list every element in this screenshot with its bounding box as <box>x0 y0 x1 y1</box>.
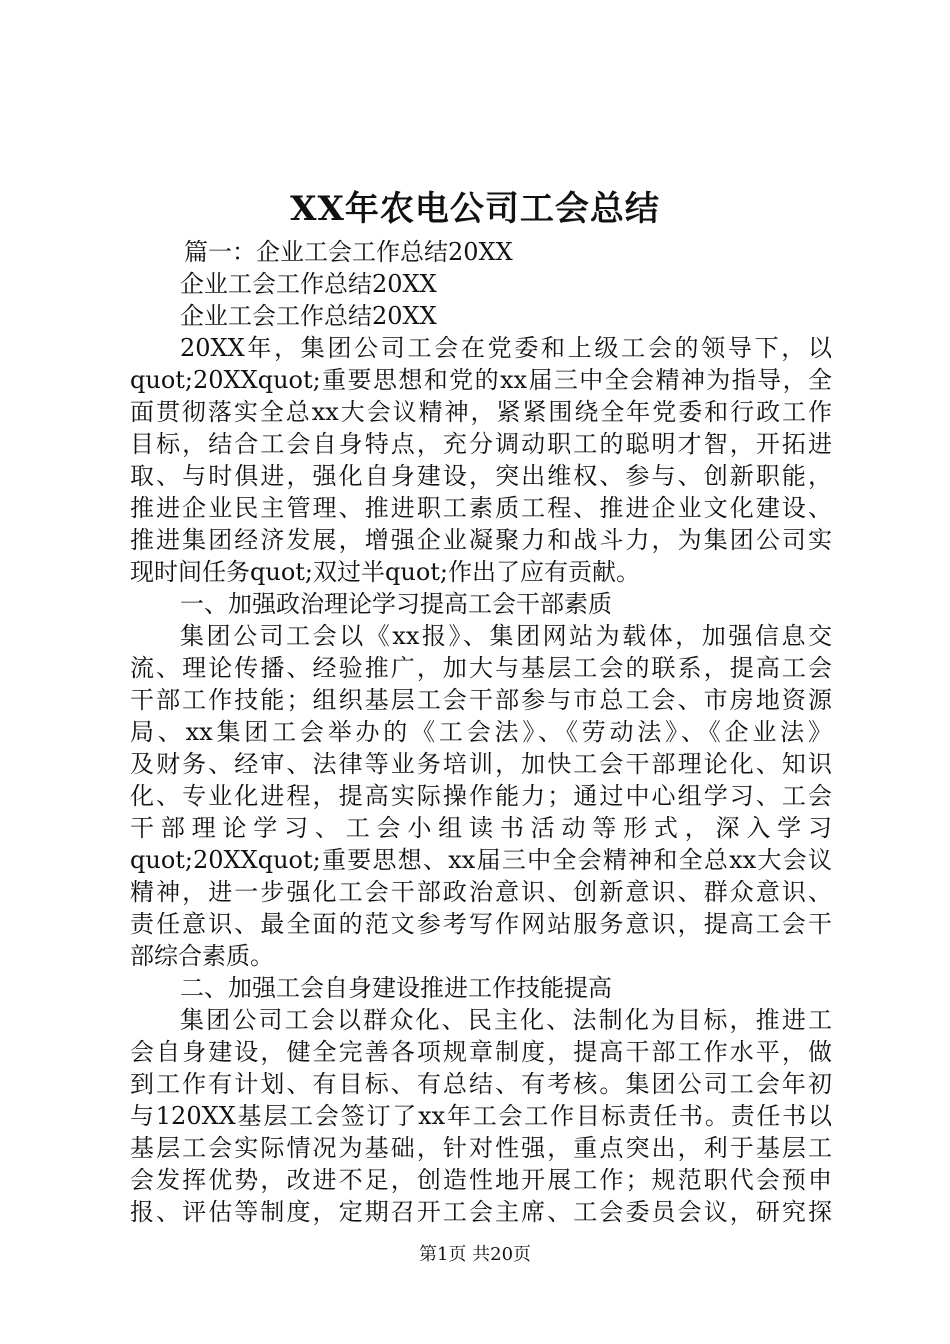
text-line: 基层工会实际情况为基础，针对性强，重点突出，利于基层工 <box>130 1134 832 1162</box>
text-line: 及财务、经审、法律等业务培训，加快工会干部理论化、知识 <box>130 750 832 778</box>
section-heading: 一、加强政治理论学习提高工会干部素质 <box>180 590 612 618</box>
section-heading: 二、加强工会自身建设推进工作技能提高 <box>180 974 612 1002</box>
text-line: 会自身建设，健全完善各项规章制度，提高干部工作水平，做 <box>130 1038 832 1066</box>
text-line: 精神，进一步强化工会干部政治意识、创新意识、群众意识、 <box>130 878 832 906</box>
text-line: 取、与时俱进，强化自身建设，突出维权、参与、创新职能， <box>130 462 832 490</box>
document-title: XX年农电公司工会总结 <box>290 189 660 229</box>
text-line: 推进企业民主管理、推进职工素质工程、推进企业文化建设、 <box>130 494 832 522</box>
text-line: 到工作有计划、有目标、有总结、有考核。集团公司工会年初 <box>130 1070 832 1098</box>
text-line: 推进集团经济发展，增强企业凝聚力和战斗力，为集团公司实 <box>130 526 832 554</box>
text-line: 20XX年，集团公司工会在党委和上级工会的领导下，以 <box>180 334 832 362</box>
text-line: 企业工会工作总结20XX <box>180 270 437 298</box>
text-line: 会发挥优势，改进不足，创造性地开展工作；规范职代会预申 <box>130 1166 832 1194</box>
text-line: 集团公司工会以《xx报》、集团网站为载体，加强信息交 <box>180 622 832 650</box>
text-line: 化、专业化进程，提高实际操作能力；通过中心组学习、工会 <box>130 782 832 810</box>
text-line: 篇一：企业工会工作总结20XX <box>184 238 513 266</box>
text-line: 企业工会工作总结20XX <box>180 302 437 330</box>
text-line: 现时间任务quot;双过半quot;作出了应有贡献。 <box>130 558 640 586</box>
text-line: 面贯彻落实全总xx大会议精神，紧紧围绕全年党委和行政工作 <box>130 398 832 426</box>
page-footer: 第1页 共20页 <box>418 1244 532 1265</box>
text-line: 集团公司工会以群众化、民主化、法制化为目标，推进工 <box>180 1006 832 1034</box>
text-line: 局、xx集团工会举办的《工会法》、《劳动法》、《企业法》 <box>130 718 832 746</box>
text-line: 责任意识、最全面的范文参考写作网站服务意识，提高工会干 <box>130 910 832 938</box>
text-line: 干部理论学习、工会小组读书活动等形式，深入学习 <box>130 814 832 842</box>
document-body <box>130 236 832 1228</box>
text-line: quot;20XXquot;重要思想、xx届三中全会精神和全总xx大会议 <box>130 846 832 874</box>
text-line: 部综合素质。 <box>130 942 274 970</box>
text-line: 与120XX基层工会签订了xx年工会工作目标责任书。责任书以 <box>130 1102 832 1130</box>
text-line: 流、理论传播、经验推广，加大与基层工会的联系，提高工会 <box>130 654 832 682</box>
text-line: quot;20XXquot;重要思想和党的xx届三中全会精神为指导，全 <box>130 366 832 394</box>
text-line: 报、评估等制度，定期召开工会主席、工会委员会议，研究探 <box>130 1198 832 1226</box>
text-line: 干部工作技能；组织基层工会干部参与市总工会、市房地资源 <box>130 686 832 714</box>
text-line: 目标，结合工会自身特点，充分调动职工的聪明才智，开拓进 <box>130 430 832 458</box>
